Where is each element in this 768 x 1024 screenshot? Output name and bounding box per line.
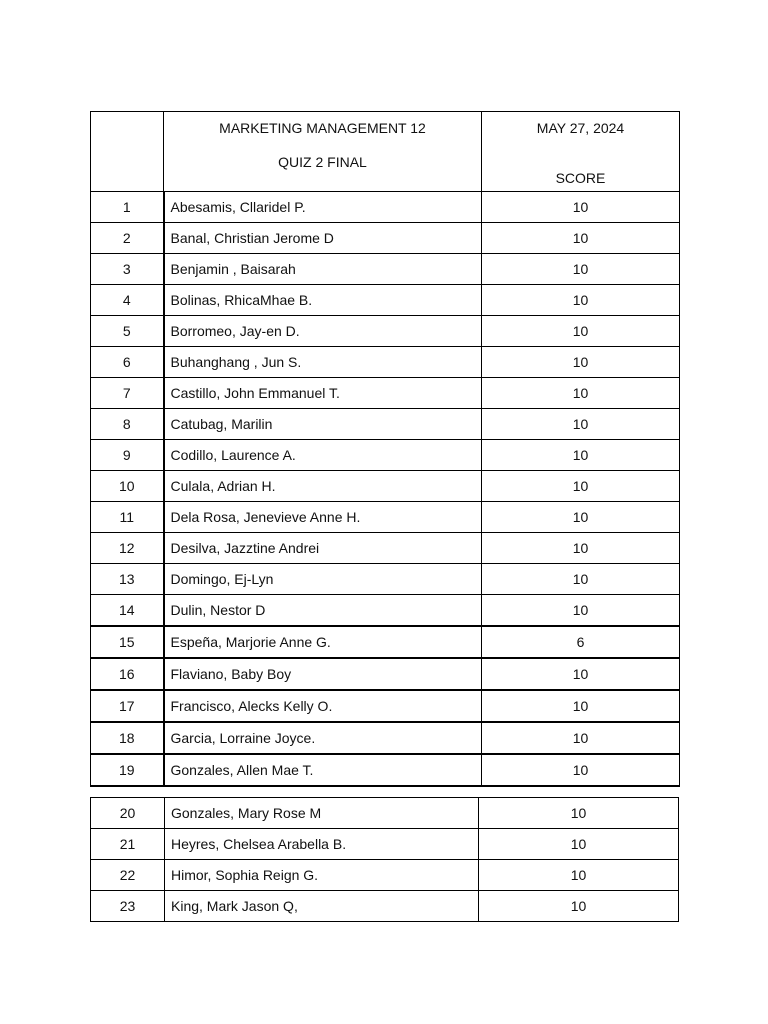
student-name: Dela Rosa, Jenevieve Anne H.	[164, 502, 482, 533]
student-score: 10	[482, 316, 680, 347]
row-number: 7	[91, 378, 164, 409]
table-row	[91, 440, 680, 471]
student-name: Himor, Sophia Reign G.	[165, 860, 479, 891]
student-score: 10	[482, 347, 680, 378]
student-score: 10	[479, 829, 679, 860]
student-name: Benjamin , Baisarah	[164, 254, 482, 285]
header-title-cell	[164, 112, 482, 192]
row-number: 21	[91, 829, 165, 860]
student-score: 10	[482, 658, 680, 690]
table-row	[91, 471, 680, 502]
row-number: 22	[91, 860, 165, 891]
student-name: Banal, Christian Jerome D	[164, 223, 482, 254]
row-number: 8	[91, 409, 164, 440]
table-row	[91, 564, 680, 595]
student-score: 10	[482, 595, 680, 627]
student-name: Domingo, Ej-Lyn	[164, 564, 482, 595]
student-score: 10	[482, 502, 680, 533]
row-number: 2	[91, 223, 164, 254]
student-name: Castillo, John Emmanuel T.	[164, 378, 482, 409]
course-title: MARKETING MANAGEMENT 12	[219, 120, 426, 136]
table-row	[91, 798, 679, 829]
table-row	[91, 223, 680, 254]
student-name: Dulin, Nestor D	[164, 595, 482, 627]
student-name: Bolinas, RhicaMhae B.	[164, 285, 482, 316]
table-row	[91, 378, 680, 409]
student-name: Heyres, Chelsea Arabella B.	[165, 829, 479, 860]
student-score: 10	[482, 754, 680, 786]
grade-table-continued-body	[91, 798, 679, 922]
table-row	[91, 891, 679, 922]
row-number: 4	[91, 285, 164, 316]
table-row	[91, 860, 679, 891]
row-number: 5	[91, 316, 164, 347]
row-number: 10	[91, 471, 164, 502]
row-number: 14	[91, 595, 164, 627]
score-column-header: SCORE	[555, 170, 606, 186]
table-row	[91, 829, 679, 860]
row-number: 15	[91, 626, 164, 658]
row-number: 6	[91, 347, 164, 378]
student-score: 10	[482, 223, 680, 254]
table-row	[91, 347, 680, 378]
student-name: Codillo, Laurence A.	[164, 440, 482, 471]
student-score: 10	[482, 722, 680, 754]
student-score: 10	[482, 440, 680, 471]
student-name: Desilva, Jazztine Andrei	[164, 533, 482, 564]
student-score: 10	[482, 192, 680, 223]
exam-title: QUIZ 2 FINAL	[278, 154, 367, 170]
row-number: 12	[91, 533, 164, 564]
student-name: Culala, Adrian H.	[164, 471, 482, 502]
student-score: 10	[482, 254, 680, 285]
student-name: Abesamis, Cllaridel P.	[164, 192, 482, 223]
grade-table	[90, 111, 680, 787]
header-row	[91, 112, 680, 192]
student-score: 10	[479, 891, 679, 922]
table-row	[91, 502, 680, 533]
row-number: 19	[91, 754, 164, 786]
exam-date: MAY 27, 2024	[536, 120, 625, 136]
table-row	[91, 409, 680, 440]
student-score: 10	[482, 564, 680, 595]
student-score: 10	[479, 798, 679, 829]
grade-table-continued	[90, 797, 679, 922]
table-row	[91, 658, 680, 690]
student-name: King, Mark Jason Q,	[165, 891, 479, 922]
table-row	[91, 285, 680, 316]
row-number: 11	[91, 502, 164, 533]
table-row	[91, 722, 680, 754]
table-row	[91, 316, 680, 347]
table-row	[91, 595, 680, 627]
student-score: 6	[482, 626, 680, 658]
student-name: Espeña, Marjorie Anne G.	[164, 626, 482, 658]
row-number: 20	[91, 798, 165, 829]
header-empty-cell	[91, 112, 164, 192]
table-row	[91, 626, 680, 658]
row-number: 16	[91, 658, 164, 690]
row-number: 1	[91, 192, 164, 223]
table-row	[91, 533, 680, 564]
row-number: 17	[91, 690, 164, 722]
student-score: 10	[482, 409, 680, 440]
table-row	[91, 754, 680, 786]
table-row	[91, 254, 680, 285]
student-name: Flaviano, Baby Boy	[164, 658, 482, 690]
student-score: 10	[479, 860, 679, 891]
row-number: 9	[91, 440, 164, 471]
grade-table-body	[91, 112, 680, 787]
student-name: Catubag, Marilin	[164, 409, 482, 440]
row-number: 18	[91, 722, 164, 754]
table-row	[91, 192, 680, 223]
row-number: 13	[91, 564, 164, 595]
student-name: Garcia, Lorraine Joyce.	[164, 722, 482, 754]
table-row	[91, 690, 680, 722]
student-name: Buhanghang , Jun S.	[164, 347, 482, 378]
header-score-cell	[482, 112, 680, 192]
student-name: Gonzales, Allen Mae T.	[164, 754, 482, 786]
student-score: 10	[482, 471, 680, 502]
student-name: Gonzales, Mary Rose M	[165, 798, 479, 829]
student-score: 10	[482, 533, 680, 564]
row-number: 23	[91, 891, 165, 922]
student-name: Borromeo, Jay-en D.	[164, 316, 482, 347]
student-score: 10	[482, 378, 680, 409]
student-name: Francisco, Alecks Kelly O.	[164, 690, 482, 722]
student-score: 10	[482, 690, 680, 722]
student-score: 10	[482, 285, 680, 316]
row-number: 3	[91, 254, 164, 285]
